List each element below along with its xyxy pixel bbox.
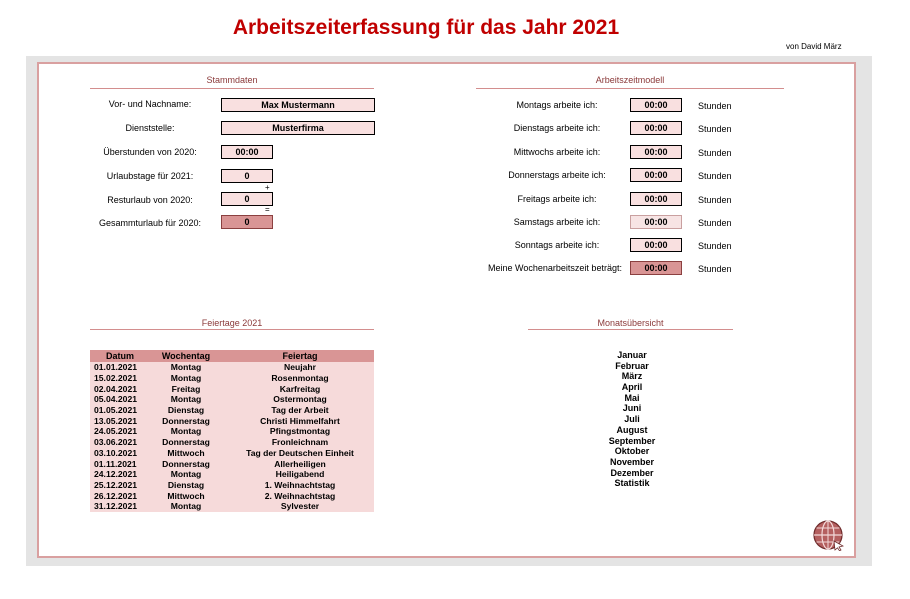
holiday-date: 02.04.2021 [94,383,138,394]
holiday-table-header [90,350,374,362]
wednesday-hours-field[interactable]: 00:00 [630,145,682,159]
globe-icon[interactable] [812,519,844,551]
month-link-dezember[interactable]: Dezember [610,467,654,478]
month-link-november[interactable]: November [609,456,654,467]
arbeitszeitmodell-divider [476,88,784,89]
holiday-date: 03.06.2021 [94,437,138,448]
month-link-april[interactable]: April [621,382,643,393]
holiday-name: 1. Weihnachtstag [264,479,336,490]
total-vacation-field: 0 [221,215,273,229]
holiday-weekday: Dienstag [167,479,205,490]
holiday-name: Karfreitag [279,383,321,394]
feiertage-title: Feiertage 2021 [201,318,263,328]
month-link-juni[interactable]: Juni [622,403,642,414]
department-label: Dienststelle: [125,123,175,133]
table-row [90,394,374,405]
holiday-weekday: Donnerstag [162,458,210,469]
holiday-name: Neujahr [284,362,316,373]
author-credit: von David März [786,42,842,51]
weekly-hours-unit: Stunden [698,264,732,274]
holiday-date: 03.10.2021 [94,447,138,458]
overtime-label: Überstunden von 2020: [103,147,197,157]
monatsuebersicht-title: Monatsübersicht [597,318,664,328]
thursday-hours-field[interactable]: 00:00 [630,168,682,182]
tuesday-hours-field[interactable]: 00:00 [630,121,682,135]
table-row [90,437,374,448]
holiday-weekday: Montag [170,373,202,384]
plus-operator: + [265,183,270,192]
holiday-table [90,350,374,512]
wednesday-unit: Stunden [698,148,732,158]
holiday-name: Tag der Arbeit [271,405,329,416]
holiday-date: 24.05.2021 [94,426,138,437]
holiday-name: Sylvester [280,501,320,512]
holiday-name: 2. Weihnachtstag [264,490,336,501]
weekly-hours-label: Meine Wochenarbeitszeit beträgt: [488,263,622,273]
wednesday-label: Mittwochs arbeite ich: [513,147,601,157]
sunday-label: Sonntags arbeite ich: [514,240,600,250]
table-row [90,458,374,469]
friday-label: Freitags arbeite ich: [517,194,597,204]
table-row [90,480,374,491]
holiday-weekday: Montag [170,469,202,480]
saturday-unit: Stunden [698,218,732,228]
name-field[interactable]: Max Mustermann [221,98,375,112]
month-list [560,350,704,489]
holiday-name: Tag der Deutschen Einheit [246,447,354,458]
page-title: Arbeitszeiterfassung für das Jahr 2021 [232,16,620,39]
month-link-juli[interactable]: Juli [624,414,640,425]
vacation-days-field[interactable]: 0 [221,169,273,183]
month-link-mai[interactable]: Mai [624,392,640,403]
month-link-oktober[interactable]: Oktober [614,446,650,457]
friday-unit: Stunden [698,195,732,205]
holiday-weekday: Montag [170,394,202,405]
name-label: Vor- und Nachname: [108,99,192,109]
stammdaten-title: Stammdaten [206,75,258,85]
month-link-januar[interactable]: Januar [617,350,647,360]
table-row [90,362,374,373]
holiday-weekday: Mittwoch [167,447,205,458]
month-link-august[interactable]: August [616,424,648,435]
saturday-label: Samstags arbeite ich: [513,217,601,227]
holiday-name: Rosenmontag [271,373,329,384]
table-row [90,426,374,437]
holiday-weekday: Dienstag [167,405,205,416]
monday-label: Montags arbeite ich: [516,100,598,110]
holiday-name: Heiligabend [275,469,325,480]
table-row [90,405,374,416]
saturday-hours-field[interactable]: 00:00 [630,215,682,229]
friday-hours-field[interactable]: 00:00 [630,192,682,206]
holiday-date: 01.01.2021 [94,362,138,373]
holiday-date: 26.12.2021 [94,490,138,501]
weekly-hours-field: 00:00 [630,261,682,275]
equals-operator: = [265,205,270,214]
remaining-vacation-label: Resturlaub von 2020: [107,195,193,205]
thursday-unit: Stunden [698,171,732,181]
vacation-days-label: Urlaubstage für 2021: [106,171,194,181]
holiday-date: 01.11.2021 [94,458,137,469]
holiday-weekday: Montag [170,426,202,437]
month-link-februar[interactable]: Februar [615,360,649,371]
arbeitszeitmodell-title: Arbeitszeitmodell [595,75,665,85]
holiday-weekday: Donnerstag [162,415,210,426]
holiday-weekday: Donnerstag [162,437,210,448]
holiday-name: Christi Himmelfahrt [260,415,340,426]
holiday-date: 13.05.2021 [94,415,138,426]
stammdaten-divider [90,88,374,89]
table-row [90,383,374,394]
holiday-date: 24.12.2021 [94,469,138,480]
monday-unit: Stunden [698,101,732,111]
holiday-weekday: Montag [170,362,202,373]
table-row [90,448,374,459]
monday-hours-field[interactable]: 00:00 [630,98,682,112]
feiertage-divider [90,329,374,330]
holiday-name: Ostermontag [273,394,327,405]
holiday-name: Pfingstmontag [269,426,331,437]
table-row [90,490,374,501]
remaining-vacation-field[interactable]: 0 [221,192,273,206]
statistik-link[interactable]: Statistik [614,478,650,489]
month-link-maerz[interactable]: März [621,371,643,382]
monatsuebersicht-divider [528,329,733,330]
holiday-weekday: Mittwoch [167,490,205,501]
holiday-name: Fronleichnam [271,437,329,448]
holiday-date: 15.02.2021 [94,373,138,384]
sunday-unit: Stunden [698,241,732,251]
month-link-september[interactable]: September [608,435,656,446]
total-vacation-label: Gesammturlaub für 2020: [98,218,202,228]
holiday-date: 05.04.2021 [94,394,138,405]
table-row [90,469,374,480]
tuesday-label: Dienstags arbeite ich: [513,123,601,133]
holiday-date: 25.12.2021 [94,479,138,490]
holiday-weekday: Montag [170,501,202,512]
overtime-field[interactable]: 00:00 [221,145,273,159]
holiday-name: Allerheiligen [274,458,326,469]
table-row [90,501,374,512]
table-row [90,415,374,426]
holiday-date: 01.05.2021 [94,405,138,416]
column-header-holiday: Feiertag [226,350,374,362]
holiday-weekday: Freitag [171,383,201,394]
tuesday-unit: Stunden [698,124,732,134]
holiday-date: 31.12.2021 [94,501,138,512]
column-header-date: Datum [90,350,146,362]
table-row [90,373,374,384]
department-field[interactable]: Musterfirma [221,121,375,135]
thursday-label: Donnerstags arbeite ich: [508,170,606,180]
column-header-weekday: Wochentag [146,350,226,362]
sunday-hours-field[interactable]: 00:00 [630,238,682,252]
